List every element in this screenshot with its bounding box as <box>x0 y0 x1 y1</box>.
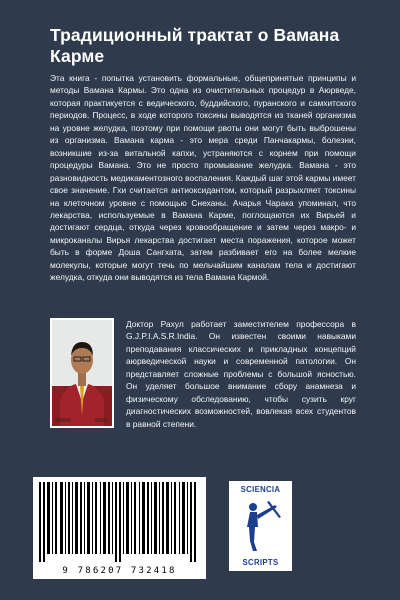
isbn-digits: 9 786207 732418 <box>62 566 177 576</box>
barcode-bars <box>39 482 200 562</box>
portrait-photo <box>52 320 112 426</box>
publisher-logo-top: SCIENCIA <box>240 485 281 494</box>
barcode <box>33 477 206 579</box>
publisher-logo-bottom: SCRIPTS <box>242 558 279 567</box>
author-bio: Доктор Рахул работает заместителем профессора в G.J.P.I.A.S.R.India. Он известен своими навыками преподавания классических и прикладных концепций аюрведической науки и современной патологии. Он представляет сложные проблемы с большой ясностью. Он уделяет большое внимание сбору анамнеза и физическому обследованию, чтобы сузить круг диагностических возможностей, вовлекая всех студентов в равной степени. <box>126 319 356 429</box>
figure-with-staff-icon <box>239 497 283 555</box>
publisher-logo <box>229 481 292 571</box>
book-description: Эта книга - попытка установить формальные, общепринятые принципы и методы Вамана Кармы. Это одна из очистительных процедур в Аюрведе, которая практикуется с ведического, буддийского, пуранского и самхитского периодов. Процесс, в ходе которого токсины выводятся из тканей организма на уровне желудка, поэтому при помощи рвоты они могут быть выброшены из организма. Вамана карма - это мера среди Панчакармы, болезни, возникшие из-за витальной капхи, устраняются с корнем при помощи процедуры Вамана. Это не просто промывание желудка. Вамана - это разновидность медикаментозного воспаления. Каждый шаг этой кармы имеет свое значение. Гхи считается антиоксидантом, который разрыхляет токсины на клеточном уровне с помощью Снеханы. Ачарья Чарака упоминал, что лекарства, используемые в Вамана Карме, поглощаются их Вирьей и достигают сердца, откуда через кровообращение и затем через макро- и микроканалы Вирья лекарства достигает места поражения, которое может быть в форме Доша Сангхата, затем разбивает его на более мелкие молекулы, которые могут течь по мельчайшим каналам тела и достигают желудка, откуда они выводятся из тела Вамана Кармой. <box>50 73 356 283</box>
author-photo <box>50 318 114 428</box>
book-title: Традиционный трактат о Вамана Карме <box>50 25 340 66</box>
